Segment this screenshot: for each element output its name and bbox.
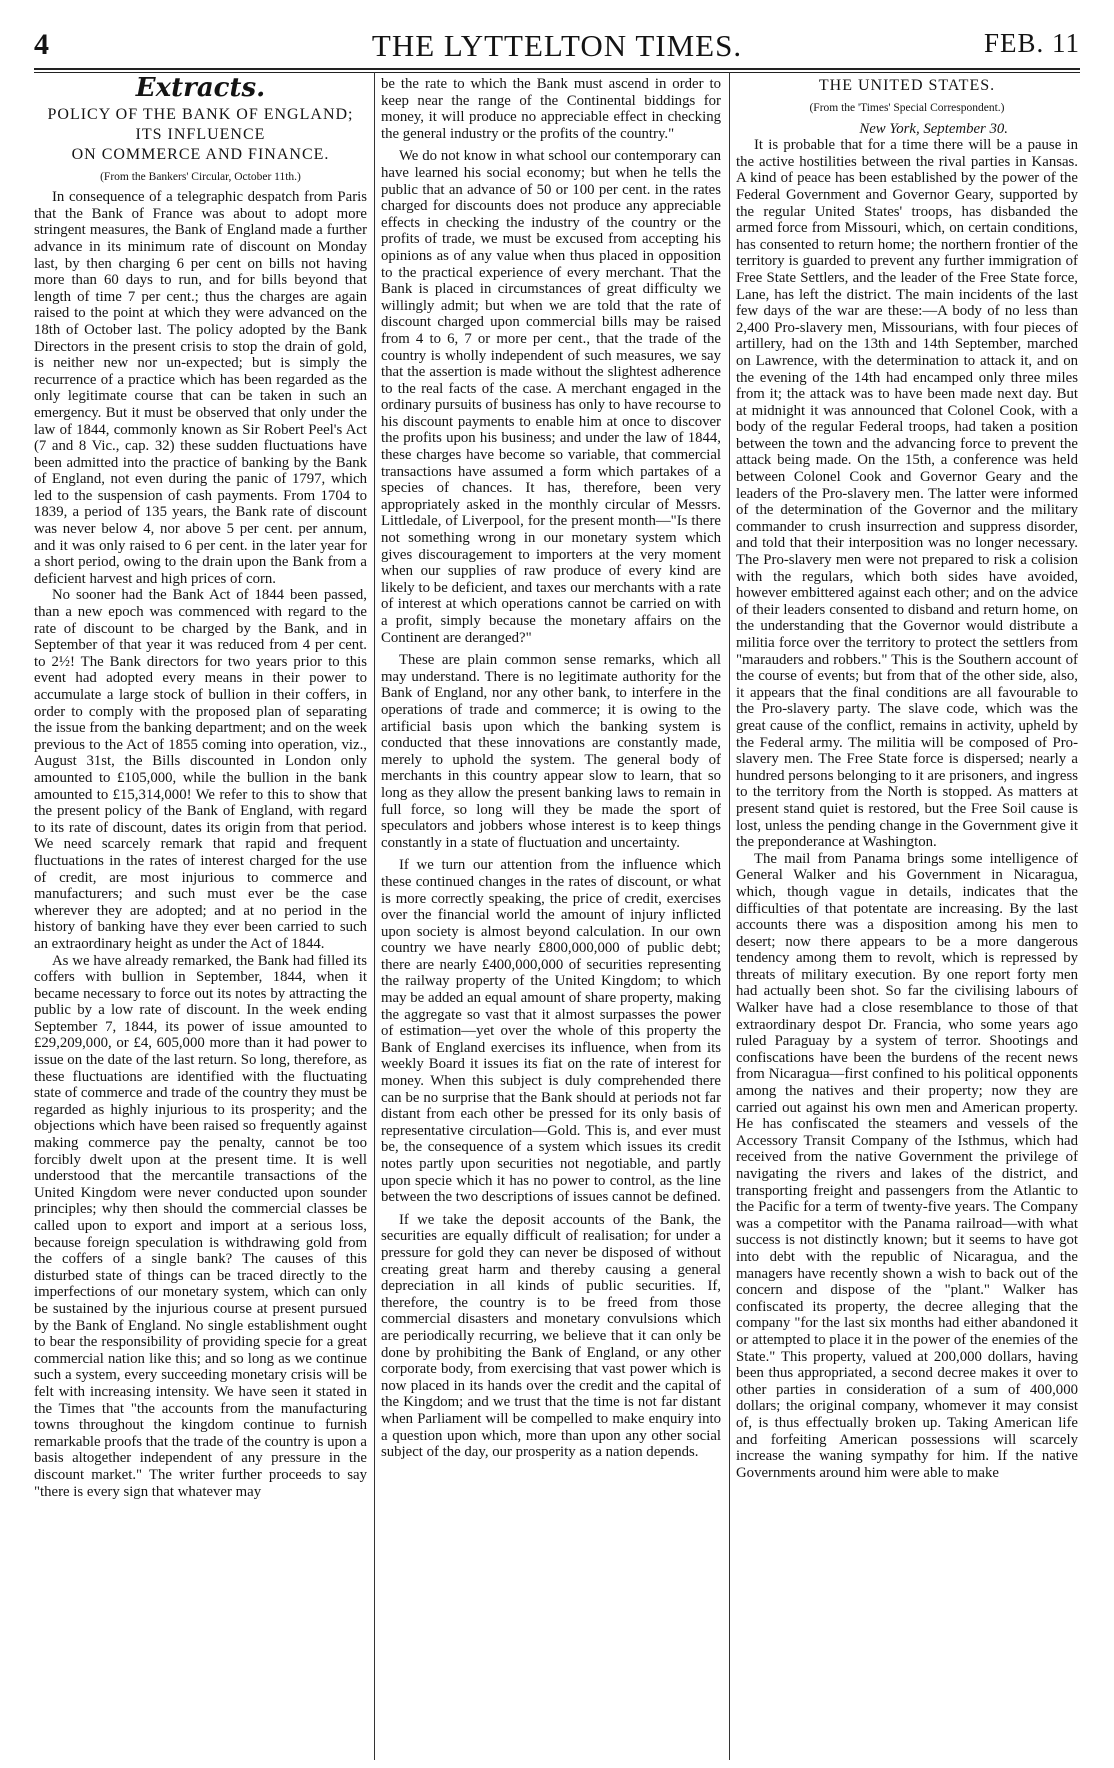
issue-date: FEB. 11 [983,28,1080,58]
page-number: 4 [34,28,49,61]
dateline: New York, September 30. [859,120,1008,137]
section-title: Extracts. [135,76,266,103]
column-1 [34,76,367,1764]
paragraph: The mail from Panama brings some intelligence of General Walker and his Government in Nicaragua, which, though vague in details, indicates that the difficulties of that potentate are increasing. By the last accounts there was a disposition among his men to desert; now there appears to be a more dangerous tendency among them to revolt, which is repressed by threats of military execution. By one report forty men had actually been shot. So far the civilising labours of Walker have had a close resemblance to those of that extraordinary despot Dr. Francia, who some years ago ruled Paraguay by a system of terror. Shootings and confiscations have been the burdens of the recent news from Nicaragua—first confined to his political opponents among the natives and their property; now they are carried out against his own men and American property. He has confiscated the steamers and vessels of the Accessory Transit Company of the Isthmus, which had received from the native Government the privilege of navigating the rivers and lakes of the district, and transporting freight and passengers from the Atlantic to the Pacific for a term of twenty-five years. The Company was a competitor with the Panama railroad—with what success is not distinctly known; but it seems to have got into debt with the republic of Nicaragua, and the managers have recently shown a wish to back out of the concern and dispose of the "plant." Walker has confiscated its property, the decree alleging that the company "for the last six months had either abandoned it or attempted to place it in the power of the enemies of the State." This property, valued at 200,000 dollars, having been thus appropriated, a second decree makes it over to other parties in consideration of a sum of 400,000 dollars; the original company, whomever it may consist of, is thus effectually broken up. Taking American life and forfeiting American possessions will scarcely increase the waning sympathy for him. If the native Governments around him were able to make [736,850,1078,1481]
article-subheadline: ON COMMERCE AND FINANCE. [71,145,330,163]
column-divider [729,72,730,1760]
paragraph: In consequence of a telegraphic despatch from Paris that the Bank of France was about to adopt more stringent measures, the Bank of England made a further advance in its minimum rate of discount on Monday last, by then charging 6 per cent on bills not having more than 60 days to run, and for bills beyond that length of time 7 per cent.; thus the charges are again raised to the point at which they were advanced on the 18th of October last. The policy adopted by the Bank Directors in the present crisis to stop the drain of gold, is neither new nor un-expected; but is simply the recurrence of a practice which has been regarded as the only legitimate course that can be taken in such an emergency. But it must be observed that only under the law of 1844, commonly known as Sir Robert Peel's Act (7 and 8 Vic., cap. 32) these sudden fluctuations have been admitted into the practice of banking by the Bank of England, not even during the panic of 1797, which led to the suspension of cash payments. From 1704 to 1839, a period of 135 years, the Bank rate of discount was never below 4, nor above 5 per cent. per annum, and it was only raised to 6 per cent. in the later year for a short period, owing to the drain upon the Bank from a deficient harvest and high prices of corn. [34,189,367,587]
article-source: (From the 'Times' Special Correspondent.) [809,102,1005,114]
header-rule [34,68,1080,73]
paragraph: We do not know in what school our contemporary can have learned his social economy; but when he tells the public that an advance of 50 or 100 per cent. in the rates charged for discounts does not produce any appreciable effects in checking the industry of the country or the profits of trade, we must be excused from accepting his opinions as of any value when thus placed in opposition to the practical experience of every merchant. That the Bank is placed in circumstances of great difficulty we willingly admit; but when we are told that the rate of discount charged upon commercial bills may be raised from 4 to 6, 7 or more per cent., that the trade of the country is wholly independent of such measures, we say that the assertion is made without the slightest adherence to the real facts of the case. A merchant engaged in the ordinary pursuits of business has only to have recourse to his discount payments to enable him at once to discover the profits upon his business; and under the law of 1844, these charges have become so variable, that commercial transactions have assumed a form which partakes of a species of chances. It has, therefore, been very appropriately asked in the monthly circular of Messrs. Littledale, of Liverpool, for the present month—"Is there not something wrong in our monetary system which gives discouragement to importers at the very moment when our supplies of raw produce of every kind are likely to be deficient, and taxes our merchants with a rate of interest at which operations cannot be carried on with a profit, simply because the monetary affairs on the Continent are deranged?" [381,148,721,646]
page-header [34,28,1080,64]
article-headline: POLICY OF THE BANK OF ENGLAND; [47,105,354,123]
article-headline: THE UNITED STATES. [818,77,996,94]
column-3 [736,76,1078,1764]
article-source: (From the Bankers' Circular, October 11th.) [100,170,301,183]
column-divider [374,72,375,1760]
paragraph: If we take the deposit accounts of the Bank, the securities are equally difficult of realisation; for under a pressure for gold they can never be disposed of without creating great harm and thereby causing a general depreciation in all kinds of public securities. If, therefore, the country is to be freed from those commercial disasters and monetary convulsions which are periodically recurring, we believe that it can only be done by prohibiting the Bank of England, or any other corporate body, from exercising that vast power which is now placed in its hands over the credit and the capital of the Kingdom; and we trust that the time is not far distant when Parliament will be compelled to make enquiry into a question upon which, more than upon any other social subject of the day, our prosperity as a nation depends. [381,1211,721,1461]
paragraph: These are plain common sense remarks, which all may understand. There is no legitimate authority for the Bank of England, nor any other bank, to interfere in the operations of trade and commerce; it is owing to the artificial basis upon which the banking system is conducted that these innovations are constantly made, merely to uphold the system. The general body of merchants in this country appear slow to learn, that so long as they allow the present banking laws to remain in full force, so long will they be made the sport of speculators and jobbers whose interest is to keep things constantly in a state of fluctuation and uncertainty. [381,652,721,851]
paragraph: If we turn our attention from the influence which these continued changes in the rates of discount, or what is more correctly speaking, the price of credit, exercises over the financial world the amount of injury inflicted upon society is almost beyond calculation. In our own country we have nearly £800,000,000 of public debt; there are nearly £400,000,000 of securities representing the railway property of the United Kingdom; to which may be added an equal amount of share property, making the aggregate so vast that it almost surpasses the power of estimation—yet over the whole of this property the Bank of England exercises its influence, when from its weekly Board it issues its fiat on the rate of interest for money. When this subject is duly comprehended there can be no surprise that the Bank should at periods not far distant from each other be pressed for its only basis of representative circulation—Gold. This is, and ever must be, the consequence of a system which issues its credit notes partly upon securities not negotiable, and partly upon specie which it has no power to control, as the line between the two descriptions of issues cannot be defined. [381,857,721,1206]
paragraph: No sooner had the Bank Act of 1844 been passed, than a new epoch was commenced with regard to the rate of discount to be charged by the Bank, and in September of that year it was reduced from 4 per cent. to 2½! The Bank directors for two years prior to this event had adopted every means in their power to accumulate a large stock of bullion in their coffers, in order to comply with the proposed plan of separating the issue from the banking department; and on the week previous to the Act of 1855 coming into operation, viz., August 31st, the Bills discounted in London only amounted to £105,000, while the bullion in the bank amounted to £15,314,000! We refer to this to show that the present policy of the Bank of England, with regard to its rate of discount, dates its origin from that period. We need scarcely remark that rapid and frequent fluctuations in the rates of interest charged for the use of credit, are most injurious to commerce and manufacturers; and such must ever be the case wherever they are adopted; and at no period in the history of banking have they ever been carried to such an extraordinary height as under the Act of 1844. [34,587,367,952]
column-2 [381,76,721,1764]
masthead: THE LYTTELTON TIMES. [371,28,743,63]
paragraph: be the rate to which the Bank must ascend in order to keep near the range of the Continental biddings for money, it will produce no appreciable effect in checking the general industry or the profits of the country." [381,76,721,142]
paragraph: As we have already remarked, the Bank had filled its coffers with bullion in September, 1844, when it became necessary to force out its notes by attracting the public by a low rate of discount. In the week ending September 7, 1844, its power of issue amounted to £29,209,000, or £4, 605,000 more than it had power to issue on the date of the last return. So long, therefore, as these fluctuations are identified with the fluctuating state of commerce and trade of the country they must be regarded as highly injurious to its prosperity; and the objections which have been raised so frequently against making commerce pay the penalty, cannot be too forcibly dwelt upon at the present time. It is well understood that the mercantile transactions of the United Kingdom were never conducted upon sounder principles; why then should the commercial classes be called upon to export and import at a serious loss, because foreign speculation is withdrawing gold from the coffers of a single bank? The causes of this disturbed state of things can be traced directly to the imperfections of our monetary system, which can only be sustained by the injurious course at present pursued by the Bank of England. No single establishment ought to bear the responsibility of providing specie for a great commercial nation like this; and so long as we continue such a system, every succeeding monetary crisis will be felt with increasing intensity. We have seen it stated in the Times that "the accounts from the manufacturing towns throughout the kingdom continue to furnish remarkable proofs that the trade of the country is upon a basis altogether independent of any pressure in the discount market." The writer further proceeds to say "there is every sign that whatever may [34,952,367,1500]
paragraph: It is probable that for a time there will be a pause in the active hostilities between the rival parties in Kansas. A kind of peace has been established by the power of the Federal Government and Governor Geary, supported by the regular United States' troops, has disbanded the armed force from Missouri, which, on certain conditions, has consented to return home; the northern frontier of the territory is guarded to prevent any further immigration of Free State Settlers, and the leader of the Free State force, Lane, has left the district. The main incidents of the last few days of the war are these:—A body of no less than 2,400 Pro-slavery men, Missourians, with four pieces of artillery, had on the 13th and 14th September, marched on Lawrence, with the determination to attack it, and on the evening of the 14th had encamped only three miles from it; the attack was to have been made next day. But at midnight it was announced that Colonel Cook, with a body of the regular Federal troops, had taken a position between the town and the advancing force to prevent the attack being made. On the 15th, a conference was held between Colonel Cook and Governor Geary and the leaders of the Pro-slavery men. The latter were informed of the determination of the Governor and the military commander to crush insurrection and suppress disorder, and told that their interposition was no longer necessary. The Pro-slavery men were not prepared to risk a colision with the regulars, which both sides have avoided, however embittered against each other; and on the advice of their leaders consented to disband and return home, on the understanding that the Governor would distribute a militia force over the territory to protect the settlers from "marauders and robbers." This is the Southern account of the course of events; but from that of the other side, also, it appears that the final conditions are all favourable to the Pro-slavery party. The slave code, which was the great cause of the conflict, remains in activity, upheld by the Federal army. The militia will be composed of Pro-slavery men. The Free State force is dispersed; nearly a hundred persons belonging to it are prisoners, and ingress to the territory from the North is stopped. As matters at present stand quiet is restored, but the Free Soil cause is lost, unless the pending change in the Government give it the preponderance at Washington. [736,137,1078,851]
article-subheadline: ITS INFLUENCE [135,125,266,143]
